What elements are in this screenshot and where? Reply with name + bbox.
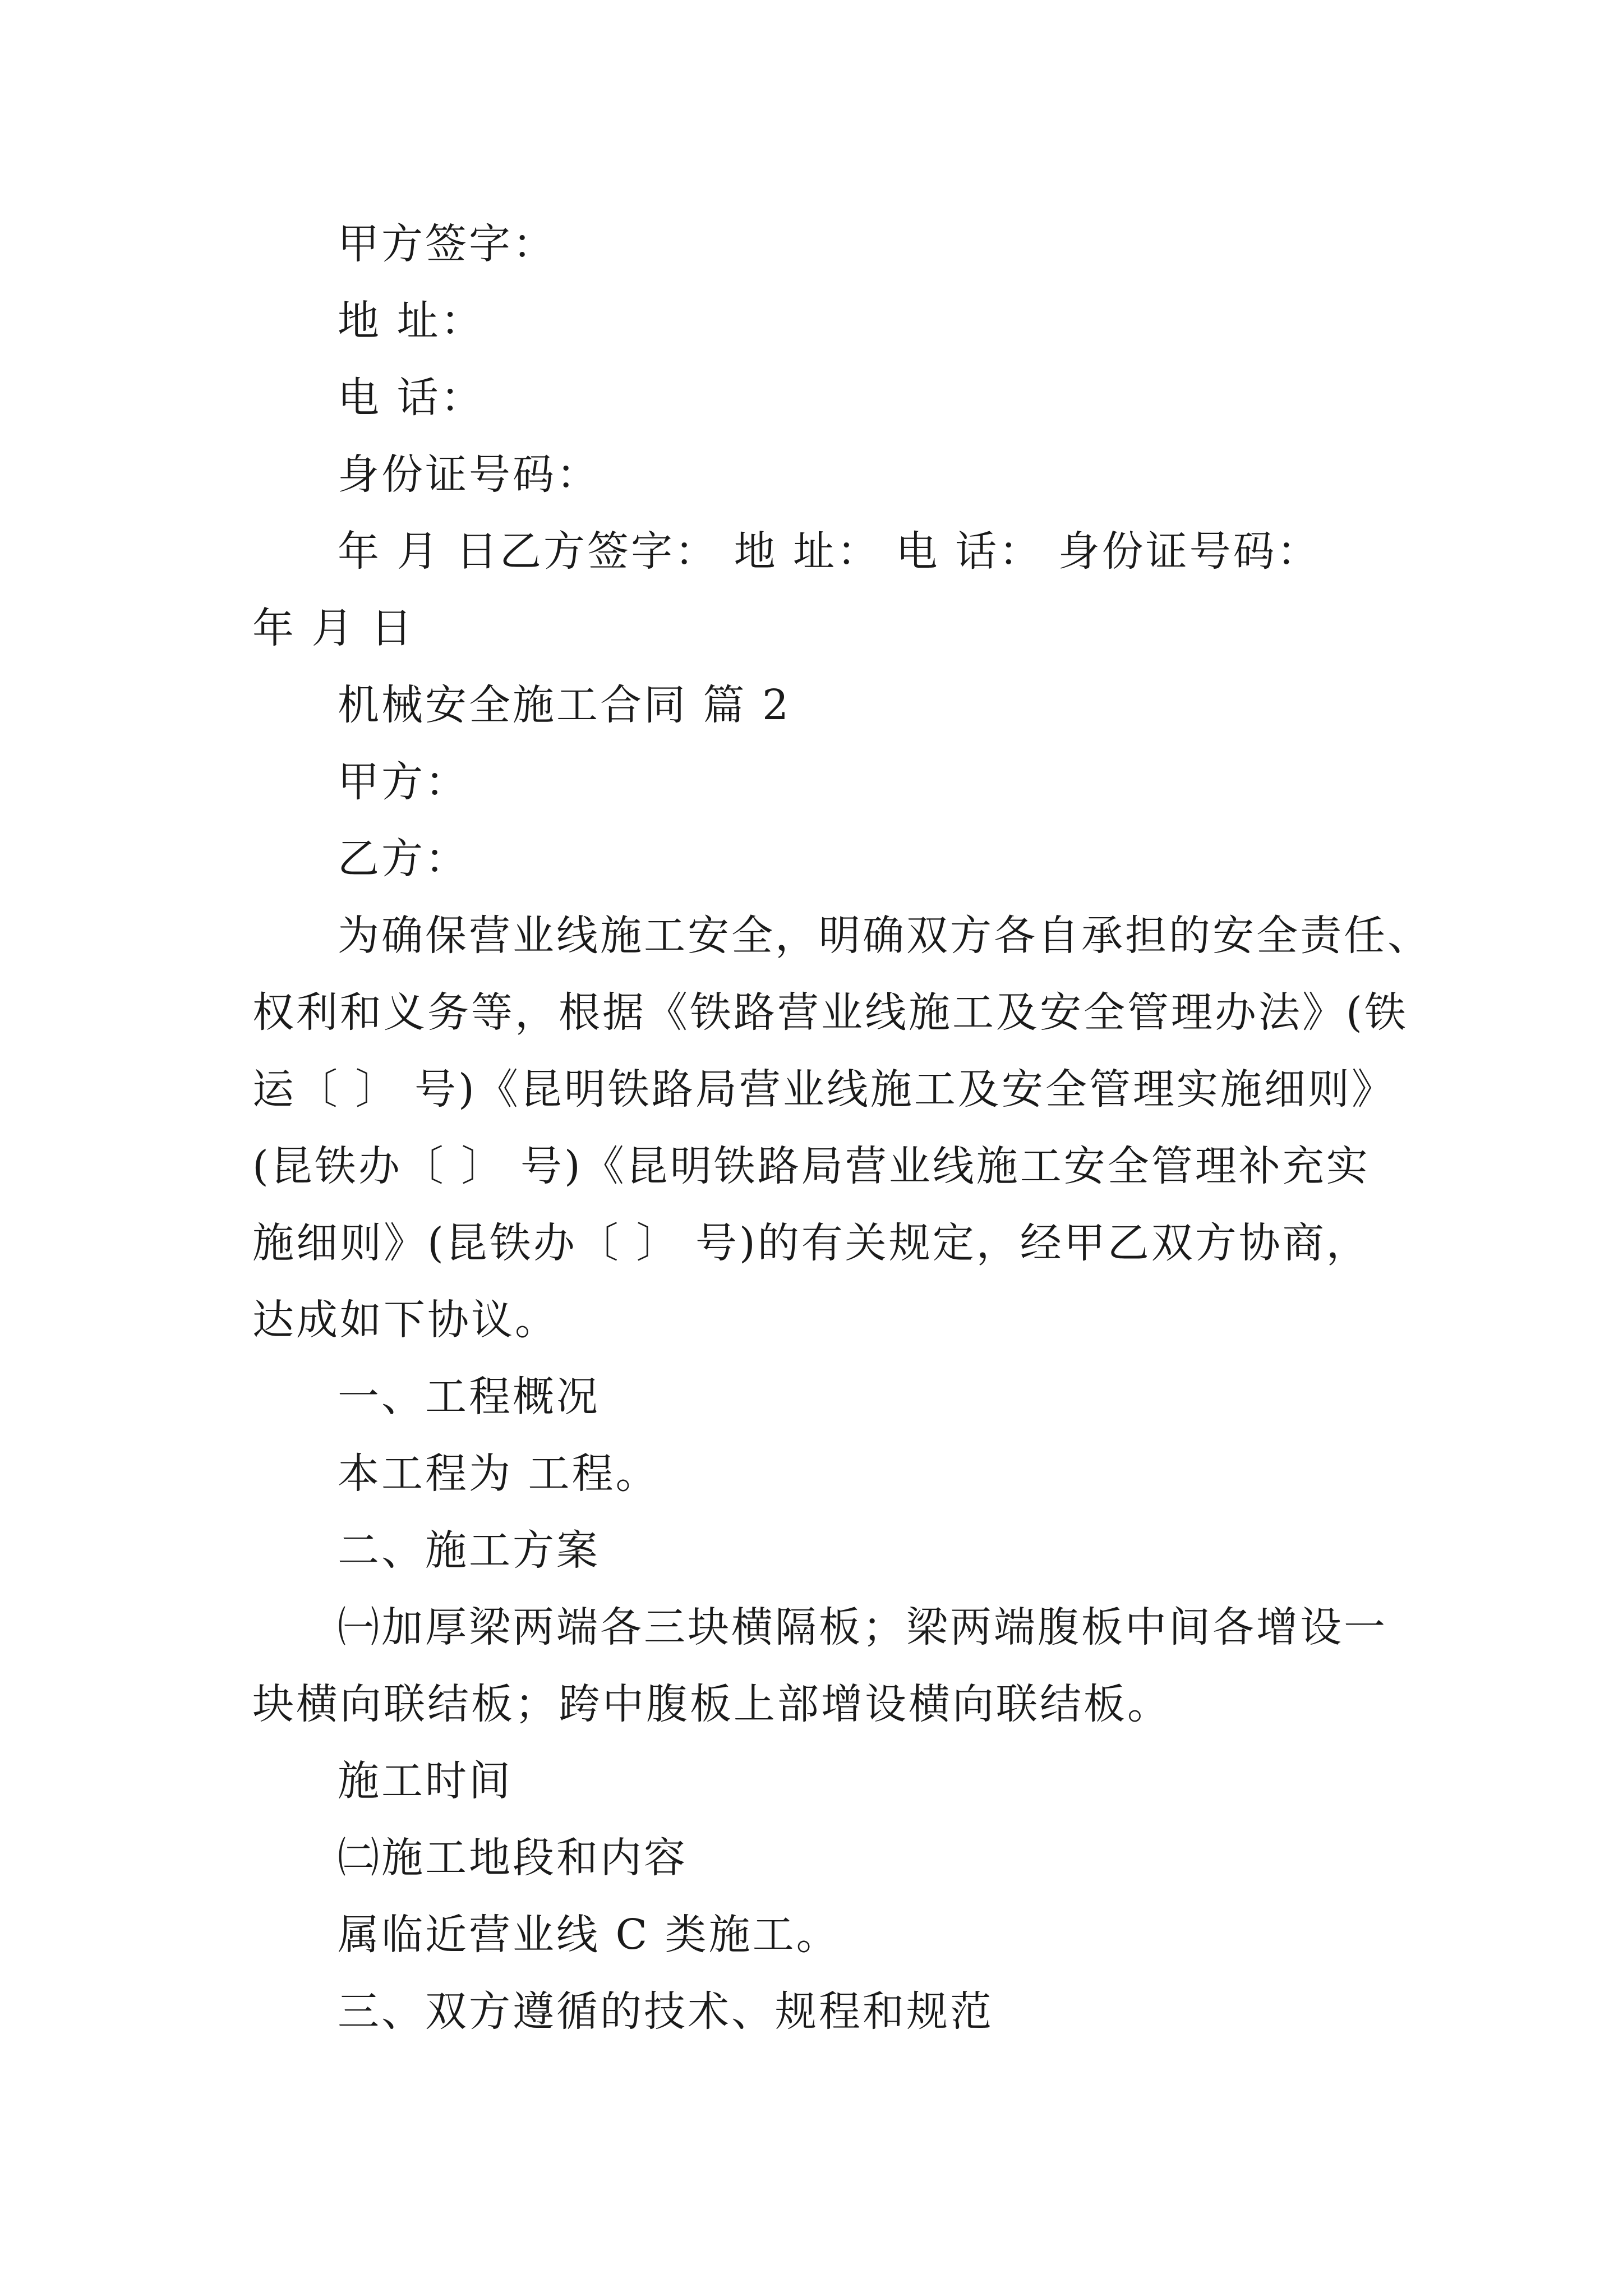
heading-standards: 三、双方遵循的技术、规程和规范 [338,1987,994,2036]
heading-project-overview: 一、工程概况 [338,1373,600,1421]
party-b-date-line: 年 月 日 [252,604,415,652]
section-title: 机械安全施工合同 篇 2 [338,681,791,729]
paragraph-line: 施细则》(昆铁办〔 〕 号)的有关规定，经甲乙双方协商， [252,1219,1370,1267]
plan-item-2: ㈡施工地段和内容 [338,1834,688,1882]
party-a-address-label: 地 址： [338,297,485,345]
party-a-signature-label: 甲方签字： [338,220,556,268]
party-a-phone-label: 电 话： [338,374,485,422]
construction-time-label: 施工时间 [338,1757,513,1805]
construction-class: 属临近营业线 C 类施工。 [338,1911,840,1959]
plan-item-1: ㈠加厚梁两端各三块横隔板；梁两端腹板中间各增设一 [338,1603,1387,1651]
party-a-id-label: 身份证号码： [338,450,600,499]
paragraph-line: (昆铁办〔 〕 号)《昆明铁路局营业线施工安全管理补充实 [252,1142,1370,1190]
paragraph-line: 权利和义务等，根据《铁路营业线施工及安全管理办法》(铁 [252,988,1408,1037]
heading-construction-plan: 二、施工方案 [338,1526,600,1575]
party-b-label: 乙方： [338,835,469,883]
date-and-party-b-line: 年 月 日乙方签字： 地 址： 电 话： 身份证号码： [338,527,1321,576]
paragraph-line: 达成如下协议。 [252,1296,559,1344]
project-description: 本工程为 工程。 [338,1450,660,1498]
party-a-label: 甲方： [338,758,469,806]
paragraph-line: 为确保营业线施工安全，明确双方各自承担的安全责任、 [338,912,1431,960]
paragraph-line: 运〔 〕 号)《昆明铁路局营业线施工及安全管理实施细则》 [252,1065,1395,1114]
plan-item-1-cont: 块横向联结板；跨中腹板上部增设横向联结板。 [252,1680,1171,1728]
